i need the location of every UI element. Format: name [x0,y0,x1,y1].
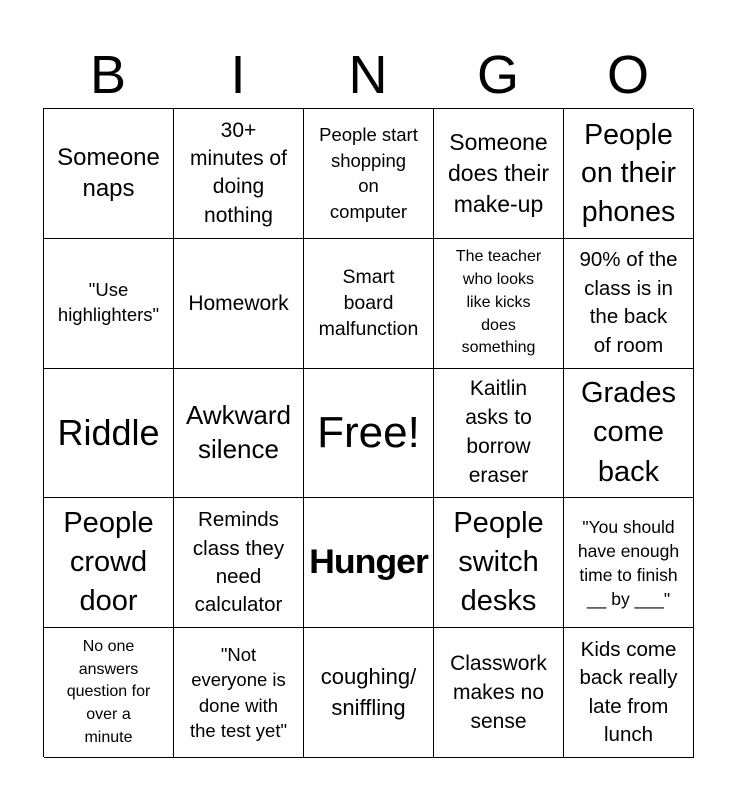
bingo-cell[interactable] [174,628,304,758]
bingo-cell[interactable] [564,239,694,369]
bingo-cell[interactable] [44,239,174,369]
bingo-cell-text: Smart board malfunction [318,265,419,341]
bingo-cell[interactable] [434,109,564,239]
bingo-cell-text: 30+ minutes of doing nothing [190,118,287,227]
bingo-cell-text: People crowd door [63,507,154,618]
bingo-cell-text: People start shopping on computer [319,123,418,223]
bingo-cell-text: Classwork makes no sense [450,651,547,734]
bingo-cell[interactable] [304,628,434,758]
bingo-cell-text: People switch desks [453,507,544,618]
bingo-cell[interactable] [434,628,564,758]
bingo-cell[interactable] [174,239,304,369]
bingo-cell[interactable] [564,498,694,628]
bingo-cell[interactable] [434,498,564,628]
bingo-cell-text: Someone naps [57,144,160,203]
bingo-cell[interactable] [44,369,174,499]
bingo-cell-text: Someone does their make-up [447,128,549,217]
bingo-cell-text: No one answers question for over a minute [66,637,151,746]
bingo-cell-text: Kaitlin asks to borrow eraser [465,377,532,487]
header-letter-g: G [476,45,519,105]
bingo-cell[interactable] [434,239,564,369]
bingo-cell[interactable] [564,628,694,758]
bingo-cell[interactable] [564,109,694,239]
bingo-cell-text: coughing/ sniffling [320,663,417,720]
bingo-cell-text: Homework [188,291,289,315]
header-letter-i: I [230,45,246,105]
bingo-cell-text: Reminds class they need calculator [192,508,285,617]
bingo-cell[interactable] [174,109,304,239]
bingo-cell[interactable] [434,369,564,499]
bingo-cell[interactable] [304,498,434,628]
bingo-cell[interactable] [174,498,304,628]
bingo-header [43,42,693,108]
bingo-cell-text: Awkward silence [185,400,291,464]
header-letter-n: N [348,45,388,105]
bingo-cell-text: 90% of the class is in the back of room [579,247,678,357]
header-letter-o: O [606,45,649,105]
bingo-cell[interactable] [304,239,434,369]
bingo-cell-text: Riddle [57,412,160,454]
bingo-cell-text: The teacher who looks like kicks does something [455,248,542,357]
free-space-cell[interactable] [304,369,434,499]
bingo-cell-text: Free! [317,407,420,457]
bingo-cell[interactable] [564,369,694,499]
bingo-cell[interactable] [44,628,174,758]
bingo-cell-text: Hunger [309,543,428,582]
bingo-cell-text: "You should have enough time to finish __ by ___" [577,516,680,609]
bingo-cell-text: "Use highlighters" [57,279,160,326]
bingo-cell-text: "Not everyone is done with the test yet" [189,643,288,742]
bingo-cell[interactable] [44,109,174,239]
header-letter-b: B [89,45,127,105]
bingo-cell-text: Kids come back really late from lunch [579,638,678,746]
bingo-cell[interactable] [174,369,304,499]
bingo-board [43,108,693,757]
bingo-cell-text: People on their phones [580,118,677,228]
bingo-cell-text: Grades come back [580,377,677,488]
bingo-cell[interactable] [44,498,174,628]
bingo-cell[interactable] [304,109,434,239]
